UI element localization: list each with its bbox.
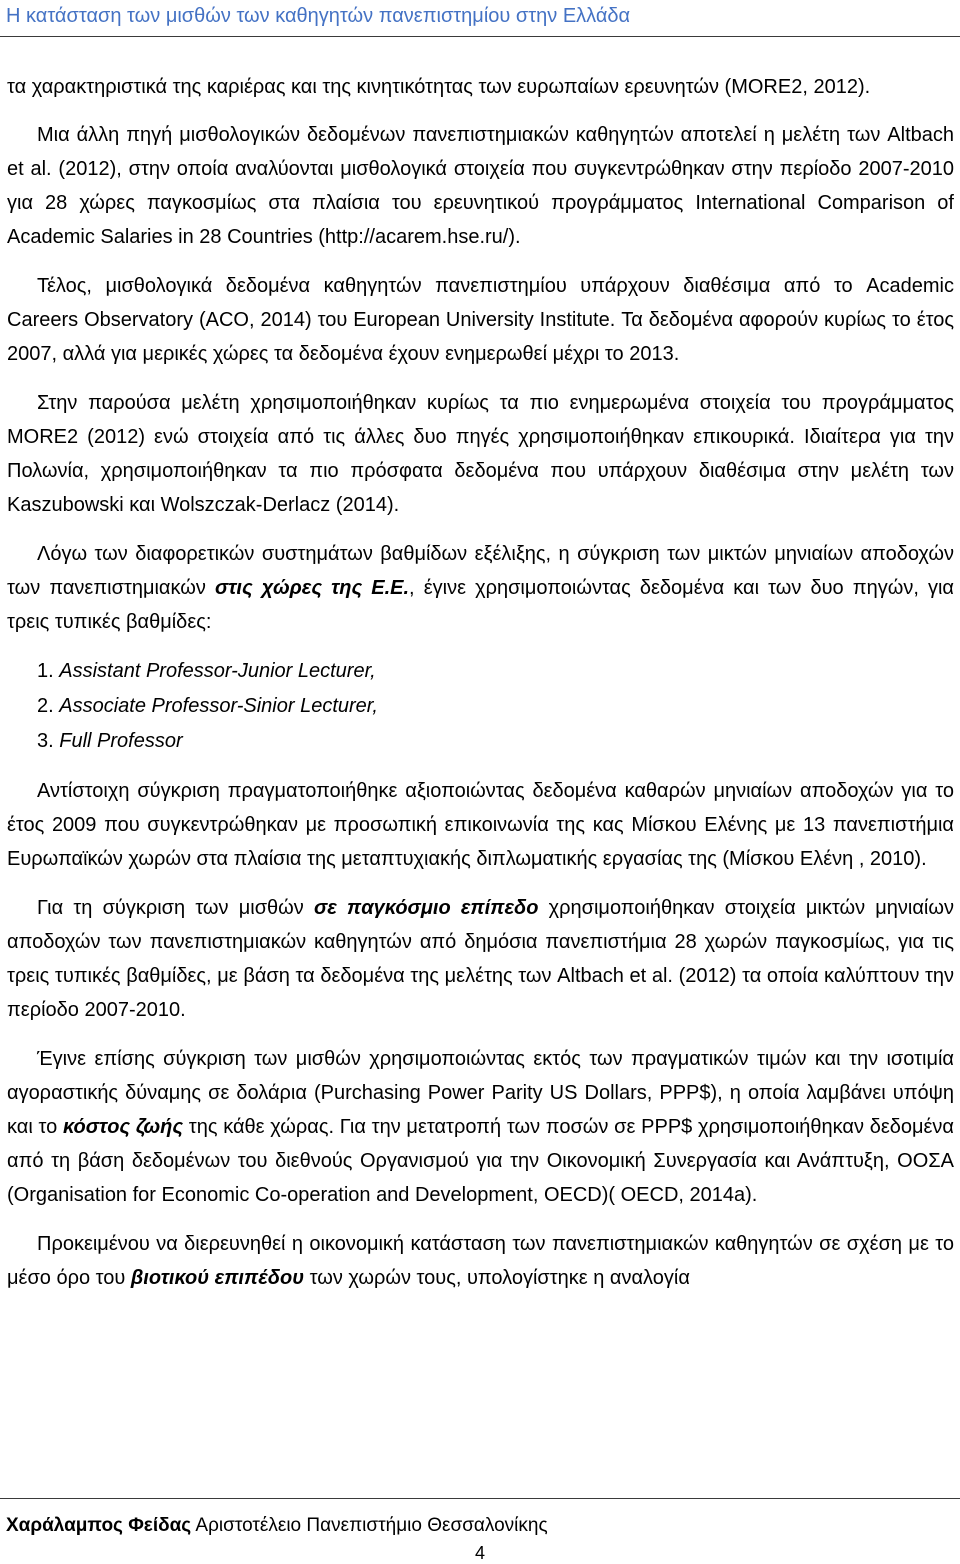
paragraph-9-text-a: Προκειμένου να διερευνηθεί η οικονομική κατάσταση των πανεπιστημιακών καθηγητών σε σχέση με το μέσο όρο του bbox=[7, 1233, 954, 1289]
page-footer bbox=[0, 1498, 960, 1564]
paragraph-6: Αντίστοιχη σύγκριση πραγματοποιήθηκε αξιοποιώντας δεδομένα καθαρών μηνιαίων αποδοχών για το έτος 2009 που συγκεντρώθηκαν με προσωπική επικοινωνία της κας Μίσκου Ελένης με 13 πανεπιστήμια Ευρωπαϊκών χωρών στα πλαίσια της μεταπτυχιακής διπλωματικής εργασίας της (Μίσκου Ελένη , 2010). bbox=[7, 780, 954, 870]
list-item-label: Full Professor bbox=[59, 730, 183, 752]
list-item-label: Associate Professor-Sinior Lecturer, bbox=[59, 695, 378, 717]
list-item-number: 2. bbox=[37, 695, 54, 717]
paragraph-9-emphasis: βιοτικού επιπέδου bbox=[130, 1267, 305, 1289]
list-item-label: Assistant Professor-Junior Lecturer, bbox=[59, 660, 376, 682]
paragraph-5-text-b: , έγινε χρησιμοποιώντας δεδομένα και των δυο πηγών, για τρεις τυπικές βαθμίδες: bbox=[7, 577, 954, 633]
paragraph-7-emphasis: σε παγκόσμιο επίπεδο bbox=[313, 897, 539, 919]
page-header bbox=[0, 0, 960, 37]
paragraph-8-emphasis: κόστος ζωής bbox=[63, 1116, 184, 1138]
list-item bbox=[37, 689, 954, 724]
list-item bbox=[37, 654, 954, 689]
paragraph-9-text-b: των χωρών τους, υπολογίστηκε η αναλογία bbox=[304, 1267, 690, 1289]
paragraph-8 bbox=[7, 1042, 954, 1212]
document-body bbox=[7, 70, 954, 1310]
paragraph-3: Τέλος, μισθολογικά δεδομένα καθηγητών πανεπιστημίου υπάρχουν διαθέσιμα από το Academic Careers Observatory (ACO, 2014) του European University Institute. Τα δεδομένα αφορούν κυρίως το έτος 2007, αλλά για μερικές χώρες τα δεδομένα έχουν ενημερωθεί μέχρι το 2013. bbox=[7, 275, 954, 365]
footer-author: Χαράλαμπος Φείδας bbox=[6, 1515, 192, 1536]
paragraph-5 bbox=[7, 537, 954, 639]
paragraph-4: Στην παρούσα μελέτη χρησιμοποιήθηκαν κυρίως τα πιο ενημερωμένα στοιχεία του προγράμματος MORE2 (2012) ενώ στοιχεία από τις άλλες δυο πηγές χρησιμοποιήθηκαν επικουρικά. Ιδιαίτερα για την Πολωνία, χρησιμοποιήθηκαν τα πιο πρόσφατα δεδομένα που υπάρχουν διαθέσιμα στην μελέτη των Kaszubowski και Wolszczak-Derlacz (2014). bbox=[7, 392, 954, 516]
page-number: 4 bbox=[474, 1543, 485, 1563]
list-item-number: 1. bbox=[37, 660, 54, 682]
paragraph-1: τα χαρακτηριστικά της καριέρας και της κινητικότητας των ευρωπαίων ερευνητών (MORE2, 2012). bbox=[7, 76, 871, 98]
paragraph-7 bbox=[7, 891, 954, 1027]
list-item-number: 3. bbox=[37, 730, 54, 752]
footer-author-line bbox=[6, 1515, 548, 1537]
running-title: Η κατάσταση των μισθών των καθηγητών πανεπιστημίου στην Ελλάδα bbox=[6, 5, 631, 27]
rank-list bbox=[7, 654, 954, 759]
paragraph-8-text-a: Έγινε επίσης σύγκριση των μισθών χρησιμοποιώντας εκτός των πραγματικών τιμών και την ισοτιμία αγοραστικής δύναμης σε δολάρια (Purchasing Power Parity US Dollars, PPP$), η οποία λαμβάνει υπόψη και το bbox=[7, 1048, 954, 1138]
paragraph-7-text-a: Για τη σύγκριση των μισθών bbox=[37, 897, 314, 919]
paragraph-5-emphasis: στις χώρες της Ε.Ε. bbox=[214, 577, 410, 599]
paragraph-7-text-b: χρησιμοποιήθηκαν στοιχεία μικτών μηνιαίων αποδοχών των πανεπιστημιακών καθηγητών από δημόσια πανεπιστήμια 28 χωρών παγκοσμίως, για τις τρεις τυπικές βαθμίδες, με βάση τα δεδομένα της μελέτης των Altbach et al. (2012) τα οποία καλύπτουν την περίοδο 2007-2010. bbox=[7, 897, 954, 1021]
list-item bbox=[37, 724, 954, 759]
paragraph-2: Μια άλλη πηγή μισθολογικών δεδομένων πανεπιστημιακών καθηγητών αποτελεί η μελέτη των Altbach et al. (2012), στην οποία αναλύονται μισθολογικά στοιχεία που συγκεντρώθηκαν στην περίοδο 2007-2010 για 28 χώρες παγκοσμίως στα πλαίσια του ερευνητικού προγράμματος International Comparison of Academic Salaries in 28 Countries (http://acarem.hse.ru/). bbox=[7, 124, 954, 248]
paragraph-9 bbox=[7, 1227, 954, 1295]
paragraph-5-text-a: Λόγω των διαφορετικών συστημάτων βαθμίδων εξέλιξης, η σύγκριση των μικτών μηνιαίων αποδοχών των πανεπιστημιακών bbox=[7, 543, 954, 599]
footer-institution: Αριστοτέλειο Πανεπιστήμιο Θεσσαλονίκης bbox=[191, 1515, 548, 1536]
paragraph-8-text-b: της κάθε χώρας. Για την μετατροπή των ποσών σε PPP$ χρησιμοποιήθηκαν δεδομένα από τη βάση δεδομένων του διεθνούς Οργανισμού για την Οικονομική Συνεργασία και Ανάπτυξη, ΟΟΣΑ (Organisation for Economic Co-operation and Development, OECD)( OECD, 2014a). bbox=[7, 1116, 954, 1206]
